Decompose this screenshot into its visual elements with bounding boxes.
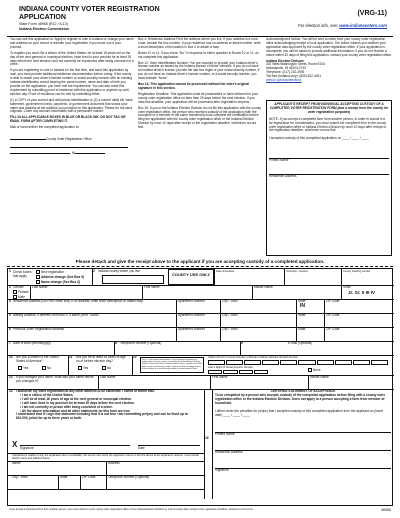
prev-last-name-input[interactable] <box>99 380 209 389</box>
instr-box10-11: Boxes 10 or 11: If you check "No" in response to either question in Boxes 10 or 11, do not complete this application. <box>138 50 259 59</box>
prev-first-name-input[interactable] <box>211 380 307 389</box>
mail-state-label: State <box>298 313 306 317</box>
instructions-column-2 <box>138 38 262 232</box>
age-yes-checkbox[interactable] <box>78 366 82 370</box>
cert-title: CERTIFIED STATEMENT OF ACCEPTANCE <box>270 389 336 393</box>
res-apartment-input[interactable] <box>177 304 217 313</box>
female-label: Female <box>18 289 29 294</box>
instructions-column-3 <box>266 38 392 98</box>
residence-address-input[interactable] <box>13 304 173 313</box>
county-input[interactable] <box>102 275 164 284</box>
first-name-input[interactable] <box>143 290 251 299</box>
name-change-option[interactable] <box>36 280 80 284</box>
election-info-link[interactable]: www.indianavoters.com <box>339 23 387 28</box>
election-info <box>298 23 387 28</box>
suffix-label: Suffix <box>343 285 351 289</box>
date-processed-label: Date processed <box>216 270 235 273</box>
assist-phone-label: Telephone number (Optional) <box>108 475 150 479</box>
id-number-label: Indiana Driver's License Number or Bureau of Motor Vehicles ID Card Number <box>208 356 298 359</box>
address-change-label: Address change (See Box 9) <box>41 274 85 279</box>
detach-instruction: Please detach and give the receipt above to the applicant if you are accepting custody of a completed application. <box>75 259 325 264</box>
instr-mail-to: Mail or hand deliver the completed application to: <box>10 125 80 130</box>
citizen-no-label: No <box>47 365 52 370</box>
cert-affirm: I affirm under the penalties for perjury that I accepted custody of this completed application from the applicant on (insert date) ____ / ____ / ____ <box>215 408 384 417</box>
ssn-last4-label: Last 4 Digits of Social Security Number <box>208 366 253 369</box>
form-code: (VRG-11) <box>357 10 387 17</box>
mailing-address-input[interactable] <box>13 318 173 327</box>
county-office-label: County Voter Registration Office <box>46 137 92 142</box>
oath-item-age: • I will be at least 18 years of age at the next general or municipal election. <box>20 396 133 401</box>
receipt-accept-date: I accepted custody of this completed application on ____ / ____ / ____ <box>269 136 369 141</box>
id-number-input[interactable] <box>208 360 388 365</box>
cert-residence-label: Residence Address <box>215 450 243 455</box>
assist-state-label: State <box>60 475 68 479</box>
state-form-number: State Form 46965 (R12 / 8-13) <box>19 22 68 26</box>
citizen-yes-option[interactable] <box>18 366 28 370</box>
oath-item-prison: • I am not currently in prison after being convicted of a crime. <box>20 404 113 409</box>
instructions-column-1 <box>10 38 134 232</box>
age-no-checkbox[interactable] <box>102 366 106 370</box>
division-address-2: Indianapolis, IN 46204-2743 <box>266 66 306 71</box>
prev-middle-name-label: Middle Name <box>310 375 329 379</box>
none-label: None <box>313 367 321 372</box>
age-yes-option[interactable] <box>78 366 88 370</box>
cert-signature-input[interactable] <box>215 461 391 469</box>
assist-name-label: Name <box>12 461 21 465</box>
election-info-prefix: For election info, see: <box>298 23 340 28</box>
male-label: Male <box>18 294 25 299</box>
email-input[interactable] <box>246 346 392 355</box>
mail-zip-label: ZIP Code <box>326 313 340 317</box>
oath-intro: I authorize my voter registration at any other address to be cancelled. I swear or affirm that: <box>16 389 155 393</box>
oath-block <box>16 390 200 421</box>
ssn-last4-input[interactable] <box>208 370 268 374</box>
gender-label: Gender <box>13 285 24 289</box>
suffix-options[interactable]: Jr. Sr. II III IV <box>348 290 376 295</box>
signature-label: Signature <box>20 446 34 450</box>
assist-instructions: If applicant is unable to sign the application due to a disability, the person who wrote the applicant's name on the line above at the applicant's request, must provide his/her name and address below. <box>12 454 199 461</box>
oath-item-truth: • All the above information and all other statements on this form are true. <box>20 408 131 413</box>
dob-label: Date of Birth (mm/dd/yyyy) <box>13 341 51 345</box>
address-change-option[interactable] <box>36 275 84 279</box>
previous-address-label: Previous Voter Registration Address <box>13 327 65 331</box>
cert-signature-label: Signature <box>215 468 229 473</box>
prev-middle-name-input[interactable] <box>309 380 393 389</box>
in-label: , IN <box>70 150 75 155</box>
citizen-yes-label: Yes <box>23 365 29 370</box>
middle-name-label: Middle Name <box>254 285 273 289</box>
check-boxes-label: Check boxes that apply <box>13 270 32 278</box>
receipt-printed-name: Printed Name <box>269 158 289 163</box>
division-link[interactable]: www.in.gov/sos/elections <box>266 78 302 83</box>
name-change-label: Name change (See Box 3) <box>41 279 80 284</box>
new-registration-option[interactable] <box>36 270 64 274</box>
mailing-address-label: Mailing Address, if different from Box 4. If same, print "SAME" <box>13 313 100 317</box>
mail-city-label: City / Town <box>222 313 238 317</box>
instr-deadline: Registration Deadline: This application must be postmarked or hand delivered to your county voter registration office no later than 29 days before the next election. If you miss this deadline, your application will be processed after registration reopens. <box>138 91 259 104</box>
citizen-no-option[interactable] <box>42 366 51 370</box>
signature-x-mark: X <box>12 440 18 449</box>
instr-requirements: To register you must: Be a citizen of the United States; be at least 18 years old on the day of the next general or municipal election; have lived in your precinct for at least 30 days before the next election; and not currently be imprisoned after being convicted of a crime. <box>10 50 134 67</box>
instr-ink-warning: FILL IN ALL APPLICABLE BOXES IN BLUE OR BLACK INK. DO NOT FAX OR EMAIL FORM AFTER COMPLETING IT. <box>10 115 126 124</box>
instr-box12: Box 12: Voter Identification Number: You are required to provide your Indiana driver's license number as issued by the Indiana Bureau of Motor Vehicles. If you do not have an Indiana driver's license, provide the last four digits of your social security number. If you do not have an Indiana driver's license number, or a social security number, you must indicate "None". <box>138 60 260 81</box>
id-instructions-text: Box 12: Voter Identification Number: You are required to provide your Indiana driver's license number as issued by the Indiana Bureau of Motor Vehicles. If you do not have an Indiana driver's license, provide the last four digits of your social security number. If you do not have an Indiana driver's license number, or a social security number, you must indicate "None". <box>142 359 202 370</box>
oath-item-residence: • I will have lived in my precinct for at least 30 days before the next election. <box>20 400 135 405</box>
residence-address-label: Residence Address (No Post Office Box) If no address, write short description or attach map. <box>13 299 144 303</box>
prev-apartment-label: Apartment Number <box>178 327 205 331</box>
name-change-checkbox[interactable] <box>36 280 40 284</box>
male-checkbox[interactable] <box>13 295 17 299</box>
county-use-only: COUNTY USE ONLY <box>168 269 214 285</box>
division-name: Indiana Election Division <box>266 58 304 63</box>
instr-ack: Acknowledgment Notice: You will be sent a notice from your county voter registration office acknowledging receipt of your application. The notice informs you whether your application was approved by the county voter registration office. If your application is incomplete, you will be asked to provide additional information. If you do not receive a notice within 30 days of filing this application, contact your county voter registration office. <box>266 37 392 57</box>
female-checkbox[interactable] <box>13 290 17 294</box>
phone-label: Telephone number (Optional) <box>120 341 162 345</box>
id-instructions-box <box>140 357 204 373</box>
mail-apartment-label: Apartment Number <box>178 313 205 317</box>
prev-first-name-label: First Name <box>212 375 228 379</box>
age-no-option[interactable] <box>102 366 111 370</box>
signature-date-input[interactable] <box>138 434 200 446</box>
res-zip-input[interactable] <box>325 304 393 313</box>
last-name-label: Last Name <box>32 285 48 289</box>
oath-item-truth-text: All the above information and all other statements on this form are true. <box>21 408 131 413</box>
dob-input[interactable] <box>13 346 113 355</box>
footer-form-code: 46965 <box>381 508 391 512</box>
oath-item-age-text: I will be at least 18 years of age at the next general or municipal election. <box>22 396 133 401</box>
email-label: E-mail (Optional) <box>288 341 312 345</box>
first-name-label: First Name <box>144 285 160 289</box>
middle-name-input[interactable] <box>253 290 341 299</box>
assist-zip-label: ZIP Code <box>82 475 96 479</box>
prev-zip-label: ZIP Code <box>326 327 340 331</box>
oath-item-prison-text: I am not currently in prison after being convicted of a crime. <box>22 404 113 409</box>
assist-address-label: Address <box>108 461 120 465</box>
none-option[interactable] <box>308 368 321 372</box>
last-name-input[interactable] <box>31 290 141 299</box>
form-title-line2: APPLICATION <box>19 13 66 21</box>
receipt-residence-address: Residence Address <box>269 174 297 179</box>
phone-input[interactable] <box>118 346 238 355</box>
division-phone: Telephone: (317) 232-3939 <box>266 70 305 75</box>
form-header <box>7 6 393 34</box>
footer-note: If you accept a completed form from another person, you must submit it to the county voter registration office or the Indiana Election Division by noon 10 days after receipt or the registration deadline, whichever occurs first. <box>9 508 254 511</box>
county-label: Indiana county where you live <box>98 269 140 273</box>
none-checkbox[interactable] <box>308 368 312 372</box>
citizen-question: Are you a citizen of the United States of America? <box>16 355 59 363</box>
instr-box14: Box 14: This application cannot be processed without the voter's original signature in this section. <box>138 82 249 90</box>
cert-printed-name-label: Printed Name <box>215 432 235 437</box>
instr-box15: Box 15: If you or the Indiana Election Division do not file this application with the county voter registration office, the person who received custody of the application (with the exception of a member of the same household) must complete the certification before filing the application with the county voter registration office or the Indiana Election Division by noon 10 days after receipt or the registration deadline, whichever occurs first. <box>138 105 261 130</box>
age-no-label: No <box>107 365 112 370</box>
cert-text: To be completed by a person who accepts custody of the completed application before filing with a county voter registration office or the Indiana Election Division. Does not apply to a person accepting a form from member of household. <box>215 392 386 405</box>
applicant-receipt-box <box>266 100 392 256</box>
citizen-no-checkbox[interactable] <box>42 366 46 370</box>
county-tracking-label: County tracking number <box>343 270 371 273</box>
res-city-label: City / Town <box>222 299 238 303</box>
address-change-checkbox[interactable] <box>36 275 40 279</box>
age-question: Will you be at least 18 years of age on or before election day? <box>76 355 126 363</box>
previous-address-input[interactable] <box>13 332 173 341</box>
res-city-input[interactable] <box>221 304 294 313</box>
previous-name-question: If you changed your name, what was your name before you changed it? <box>16 375 94 383</box>
registration-form-grid: 1 Check boxes that apply New registration Address change (See Box 9) Name change (See Box 3) 2 Indiana county where you live COUNTY USE ONLY Date processed Township / precinct County tracking number 3 Gender Female Male Last Name First Name Middle Name Suffix Jr. Sr. II III IV 4 Residence Address (No Post Office Box) If no address, write short description or attach map. Apartment Number City / Town State IN ZIP Code 5 Mailing Address, if different from Box 4. If same, print "SAME" Apartment Number City / Town State ZIP Code 6 Previous Voter Registration Address Apartment Number City / Town State ZIP Code 7 Date of Birth (mm/dd/yyyy) 8 Telephone number (Optional) 9 E-mail (Optional) 10 Are you a citizen of the United States of America? Yes No 11 Will you be at least 18 years of age on or before election day? Yes No 12 Box 12: Voter Identification Number: You are required to provide your Indiana driver's license number as issued by the Indiana Bureau of Motor Vehicles. If you do not have an Indiana driver's license, provide the last four digits of your social security number. If you do not have an Indiana driver's license number, or a social security number, you must indicate "None". Indiana Driver's License Number or Bureau of Motor Vehicles ID Card Number Last 4 Digits of Social Security Number None 13 If you changed your name, what was your name before you changed it? Last Name First Name Middle Name 14 I authorize my voter registration at any other address to be cancelled. I swear or affirm that: • I am a citizen of the United States. • I will be at least 18 years of age at the next general or municipal election. • I will have lived in my precinct for at least 30 days before the next election. • I am not currently in prison after being convicted of a crime. • All the above information and all other statements on this form are true. I understand that if I sign this statement knowing that it is not true I am committing perjury and can be fined up to $10,000, jailed for up to three years or both. X Signature Date If applicant is unable to sign the application due to a disability, the person who wrote the applicant's name on the line above at the applicant's request, must provide his/her name and address below. Name Address City / Town State ZIP Code Telephone number (Optional) 15 CERTIFIED STATEMENT OF ACCEPTANCE To be completed by a person who accepts custody of the completed application before filing with a county voter registration office or the Indiana Election Division. Does not apply to a person accepting a form from member of household. I affirm under the penalties for perjury that I accepted custody of this completed application from the applicant on (insert date) ____ / ____ / ____ Printed Name Residence Address Signature <box>7 268 393 506</box>
prev-state-label: State <box>298 327 306 331</box>
res-zip-label: ZIP Code <box>326 299 340 303</box>
instr-purpose: You can use this application to: Apply to register to vote in Indiana or change your name and address on your record or transfer your registration if you move out of your precinct. <box>10 37 134 49</box>
res-state-label: State <box>298 299 306 303</box>
new-registration-checkbox[interactable] <box>36 270 40 274</box>
certified-statement-block <box>215 390 391 473</box>
assist-city-label: City / Town <box>12 475 28 479</box>
applicant-signature-input[interactable] <box>20 434 130 446</box>
form-title-line1: INDIANA COUNTY VOTER REGISTRATION <box>19 6 160 13</box>
new-registration-label: New registration <box>41 269 65 274</box>
res-state-value: IN <box>300 303 305 309</box>
oath-item-citizen: • I am a citizen of the United States. <box>20 392 74 397</box>
receipt-note: NOTE: If you accept a completed form from another person, in order to submit it or for registration for consideration, you must submit the completed form to the county voter registration office or Indiana Election Division by noon 10 days after receipt or the registration deadline, whichever occurs first. <box>269 116 387 133</box>
prev-city-label: City / Town <box>222 327 238 331</box>
signature-date-label: Date <box>138 446 145 450</box>
division-tollfree: Toll-free (Indiana only): (800) 622-4941 <box>266 74 322 79</box>
box-1-number: 1 <box>9 269 11 273</box>
instr-first-time: If you are registering to vote in Indiana for the first time, and send this application by mail, you must provide additional residence documentation before voting. If the county is able to match your driver's license number or social security number with an existing Indiana identification record bearing the same number, name and date of birth you provide on the application, you have met the requirement. You can also meet this requirement by submitting proof of residence with this application or anytime up until election day. Proof of residence can be met by submitting either: <box>10 68 132 96</box>
township-label: Township / precinct <box>286 270 309 273</box>
oath-item-citizen-text: I am a citizen of the United States. <box>22 392 74 397</box>
citizen-yes-checkbox[interactable] <box>18 366 22 370</box>
instr-box4: Box 4: Residence Address Print the address where you live. If your address is a rural route, include the box number. If your residence has no address or street number, write a short description of its location in Box 4 or attach a map. <box>138 37 261 49</box>
prev-last-name-label: Last Name <box>100 375 116 379</box>
cert-printed-name-input[interactable] <box>215 425 391 433</box>
perjury-warning: I understand that if I sign this statement knowing that it is not true I am committing perjury and can be fined up to $10,000, jailed for up to three years or both. <box>16 412 188 421</box>
res-apartment-label: Apartment Number <box>178 299 205 303</box>
age-yes-label: Yes <box>83 365 89 370</box>
oath-item-residence-text: I will have lived in my precinct for at least 30 days before the next election. <box>22 400 135 405</box>
receipt-title: APPLICANT'S RECEIPT FROM INDIVIDUAL ACCEPTING CUSTODY OF A COMPLETED VOTER REGISTRATION FORM (and a receipt from the county for voter registration purposes) <box>269 102 389 114</box>
agency-name: Indiana Election Commission <box>19 27 70 31</box>
instr-proof: (1) a COPY of your current and valid photo identification or (2) a current utility bill, bank statement, government check, paycheck, or government document that shows your name and address at the address you provided on this application. Please do not send originals. Cover any account information with a permanent marker. <box>10 97 133 114</box>
division-address-1: 302 West Washington Street, Room E204 <box>266 62 325 67</box>
